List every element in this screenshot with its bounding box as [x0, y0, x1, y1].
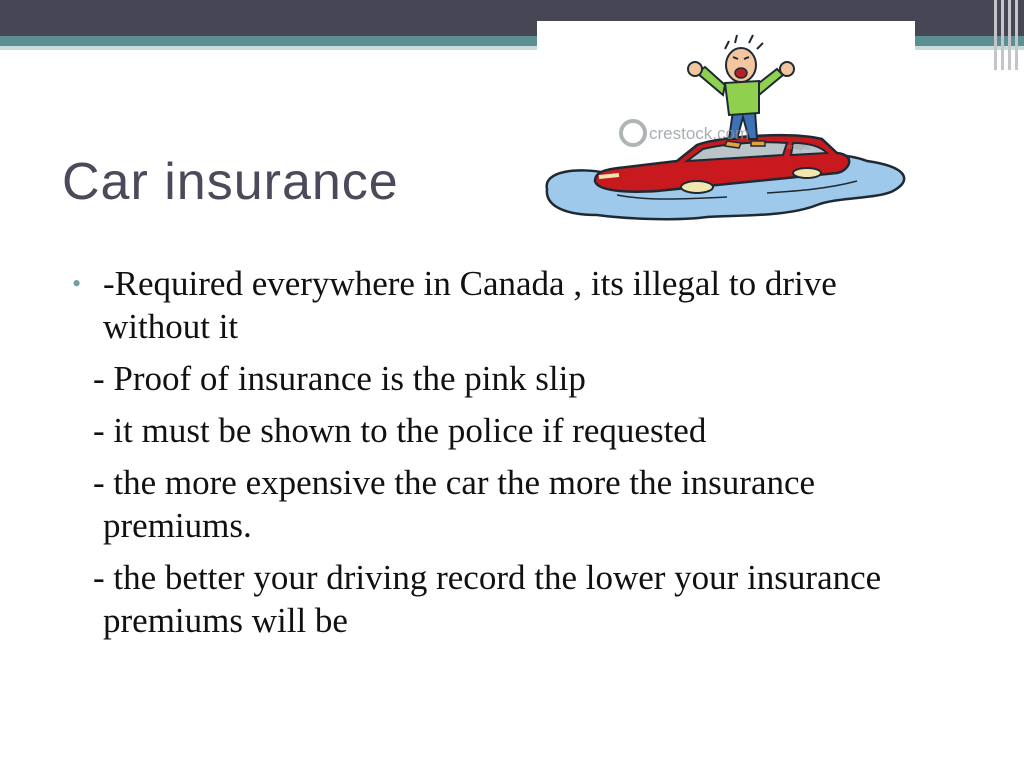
bullet-icon: •	[72, 269, 82, 298]
list-item-text: - the more expensive the car the more the insurance premiums.	[93, 463, 816, 545]
bullet-list	[72, 262, 952, 651]
corner-decoration	[990, 0, 1024, 70]
flooded-car-illustration	[537, 21, 915, 245]
list-item	[72, 461, 952, 547]
list-item	[72, 262, 952, 348]
list-item	[72, 357, 952, 400]
list-item-text: - the better your driving record the lower your insurance premiums will be	[93, 558, 882, 640]
list-item-text: - it must be shown to the police if requested	[93, 411, 707, 450]
slide-title: Car insurance	[62, 153, 399, 211]
watermark-text: crestock.com	[649, 124, 750, 143]
list-item	[72, 409, 952, 452]
list-item-text: -Required everywhere in Canada , its illegal to drive without it	[103, 264, 837, 346]
list-item-text: - Proof of insurance is the pink slip	[93, 359, 586, 398]
watermark-subtext: images	[787, 144, 810, 151]
list-item	[72, 556, 952, 642]
flooded-car-image	[537, 21, 915, 245]
